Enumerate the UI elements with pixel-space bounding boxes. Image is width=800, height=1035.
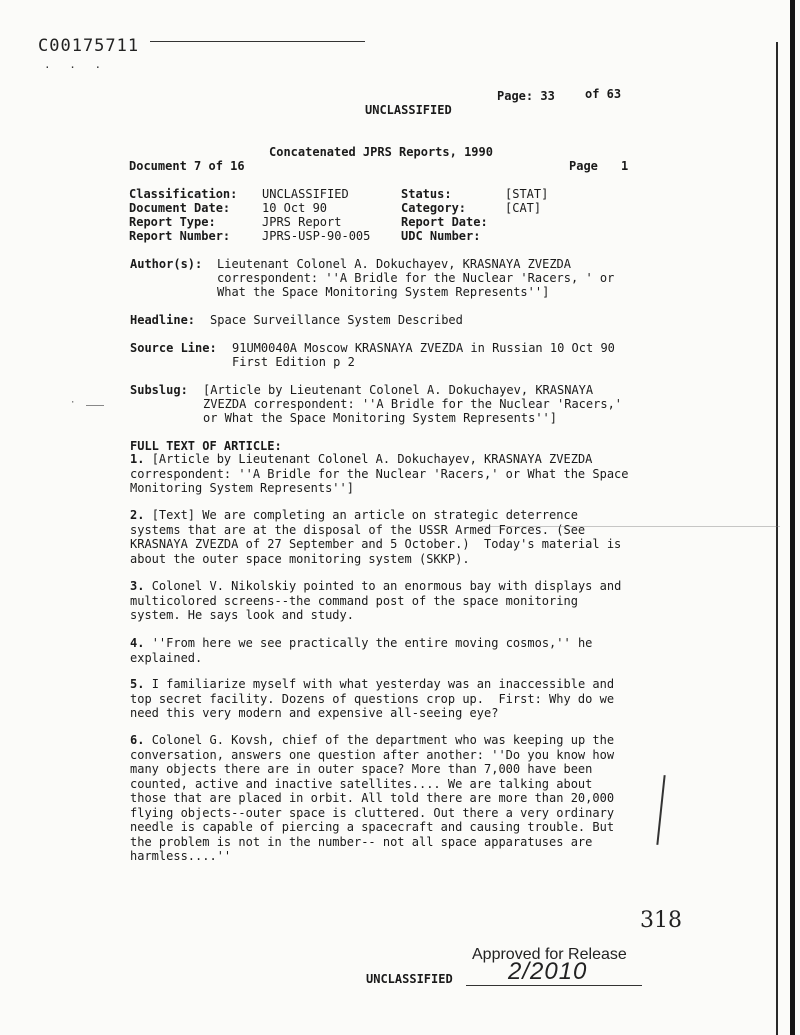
source-line-label: Source Line: bbox=[130, 341, 217, 355]
status-label: Status: bbox=[401, 187, 452, 201]
paragraph-number: 5. bbox=[130, 677, 145, 691]
classification-value: UNCLASSIFIED bbox=[262, 187, 349, 201]
udc-number-label: UDC Number: bbox=[401, 229, 481, 243]
headline-value: Space Surveillance System Described bbox=[210, 313, 463, 327]
subslug-line-1: [Article by Lieutenant Colonel A. Dokuchayev, KRASNAYA bbox=[203, 383, 594, 397]
scan-edge-line bbox=[776, 42, 778, 1035]
classification-bottom: UNCLASSIFIED bbox=[366, 972, 453, 986]
report-type-label: Report Type: bbox=[129, 215, 216, 229]
header-rule bbox=[150, 41, 365, 42]
paragraph-text: Colonel V. Nikolskiy pointed to an enormous bay with displays and multicolored screens--the command post of the space monitoring system. He says look and study. bbox=[130, 579, 622, 622]
paragraph-number: 3. bbox=[130, 579, 145, 593]
document-date-label: Document Date: bbox=[129, 201, 231, 215]
paragraph-number: 4. bbox=[130, 636, 145, 650]
article-paragraph bbox=[130, 452, 650, 496]
article-paragraph bbox=[130, 733, 650, 864]
page-count-total: of 63 bbox=[585, 87, 622, 101]
subslug-label: Subslug: bbox=[130, 383, 188, 397]
page-number: 1 bbox=[621, 159, 629, 173]
headline-label: Headline: bbox=[130, 313, 196, 327]
paragraph-text: I familiarize myself with what yesterday was an inaccessible and top secret facility. Dozens of questions crop up. First: Why do we need this very modern and expensive all-seeing eye? bbox=[130, 677, 615, 720]
category-label: Category: bbox=[401, 201, 467, 215]
classification-top: UNCLASSIFIED bbox=[365, 103, 452, 117]
author-line-2: correspondent: ''A Bridle for the Nuclear 'Racers, ' or bbox=[217, 271, 615, 285]
scan-edge-bar bbox=[790, 0, 795, 1035]
paragraph-text: ''From here we see practically the entire moving cosmos,'' he explained. bbox=[130, 636, 593, 665]
margin-handwritten-line bbox=[656, 775, 665, 845]
author-line-3: What the Space Monitoring System Represents''] bbox=[217, 285, 550, 299]
category-value: [CAT] bbox=[505, 201, 542, 215]
report-title: Concatenated JPRS Reports, 1990 bbox=[269, 145, 493, 159]
status-value: [STAT] bbox=[505, 187, 549, 201]
paragraph-number: 1. bbox=[130, 452, 145, 466]
report-number-label: Report Number: bbox=[129, 229, 231, 243]
source-line-2: First Edition p 2 bbox=[232, 355, 355, 369]
paragraph-number: 6. bbox=[130, 733, 145, 747]
classification-label: Classification: bbox=[129, 187, 238, 201]
document-index: Document 7 of 16 bbox=[129, 159, 245, 173]
release-stamp-date: 2/2010 bbox=[508, 958, 588, 985]
document-date-value: 10 Oct 90 bbox=[262, 201, 328, 215]
author-label: Author(s): bbox=[130, 257, 203, 271]
document-control-number: C00175711 bbox=[38, 36, 140, 56]
article-paragraph bbox=[130, 579, 650, 623]
release-stamp-text: Approved for Release bbox=[472, 946, 627, 963]
paragraph-text: [Article by Lieutenant Colonel A. Dokuchayev, KRASNAYA ZVEZDA correspondent: ''A Bridle for the Nuclear 'Racers,' or What the Space Monitoring System Represents''] bbox=[130, 452, 629, 495]
source-line-1: 91UM0040A Moscow KRASNAYA ZVEZDA in Russian 10 Oct 90 bbox=[232, 341, 615, 355]
page-label: Page bbox=[569, 159, 598, 173]
page-count-label: Page: 33 bbox=[497, 89, 555, 103]
header-dots: . . . bbox=[44, 58, 108, 71]
report-type-value: JPRS Report bbox=[262, 215, 342, 229]
paragraph-number: 2. bbox=[130, 508, 145, 522]
scan-artifact-line bbox=[480, 526, 780, 527]
paragraph-text: Colonel G. Kovsh, chief of the department who was keeping up the conversation, answers one question after another: ''Do you know how many objects there are in outer space? More than 7,000 have been counted, active and inactive satellites.... We are talking about those that are placed in orbit. All told there are more than 20,000 flying objects--outer space is cluttered. Out there a very ordinary needle is capable of piercing a spacecraft and causing trouble. But the problem is not in the number-- not all space apparatuses are harmless....'' bbox=[130, 733, 615, 863]
release-stamp-line bbox=[466, 985, 642, 986]
handwritten-page-number: 318 bbox=[640, 908, 682, 933]
subslug-line-3: or What the Space Monitoring System Represents''] bbox=[203, 411, 558, 425]
author-line-1: Lieutenant Colonel A. Dokuchayev, KRASNAYA ZVEZDA bbox=[217, 257, 572, 271]
report-number-value: JPRS-USP-90-005 bbox=[262, 229, 371, 243]
margin-dash bbox=[86, 405, 104, 406]
paragraph-text: [Text] We are completing an article on strategic deterrence systems that are at the disposal of the USSR Armed Forces. (See KRASNAYA ZVEZDA of 27 September and 5 October.) Today's material is about the outer space monitoring system (SKKP). bbox=[130, 508, 622, 566]
full-text-label: FULL TEXT OF ARTICLE: bbox=[130, 439, 282, 453]
article-paragraph bbox=[130, 677, 650, 721]
subslug-line-2: ZVEZDA correspondent: ''A Bridle for the Nuclear 'Racers,' bbox=[203, 397, 623, 411]
margin-mark: · bbox=[70, 398, 76, 408]
report-date-label: Report Date: bbox=[401, 215, 488, 229]
article-paragraph bbox=[130, 508, 650, 566]
article-paragraph bbox=[130, 636, 650, 665]
